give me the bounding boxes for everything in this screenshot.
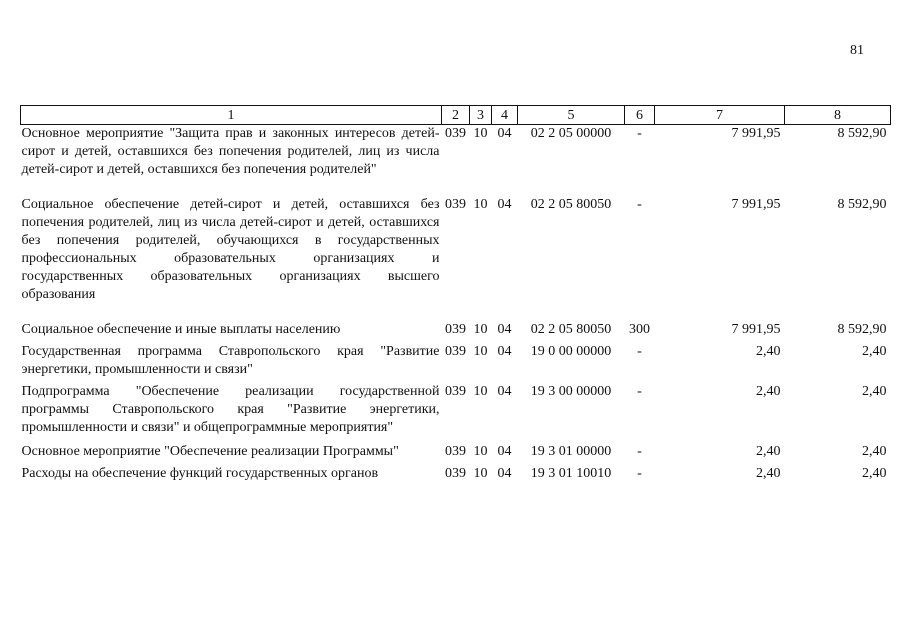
row-code-subsection: 04	[497, 384, 512, 399]
row-code-ministry: 039	[445, 197, 466, 212]
table-row	[21, 443, 891, 465]
row-amount-2: 2,40	[862, 384, 887, 399]
table-row	[21, 383, 891, 443]
header-col-4: 4	[492, 106, 518, 125]
row-amount-1: 7 991,95	[731, 322, 781, 337]
table-row	[21, 321, 891, 343]
row-amount-2: 8 592,90	[837, 322, 887, 337]
table-header-row	[21, 106, 891, 125]
row-name: Основное мероприятие "Обеспечение реализации Программы"	[21, 444, 399, 459]
row-amount-1: 2,40	[756, 384, 781, 399]
table-row	[21, 125, 891, 197]
row-code-expense-type: -	[637, 466, 642, 481]
table-row	[21, 343, 891, 383]
row-code-expense-type: -	[637, 384, 642, 399]
row-amount-2: 8 592,90	[837, 197, 887, 212]
row-amount-1: 7 991,95	[731, 126, 781, 141]
table-row	[21, 465, 891, 483]
row-code-expense-type: -	[637, 344, 642, 359]
row-name: Государственная программа Ставропольского края "Развитие энергетики, промышленности и связи"	[21, 344, 440, 377]
row-code-section: 10	[473, 466, 488, 481]
header-col-7: 7	[655, 106, 785, 125]
row-code-section: 10	[473, 384, 488, 399]
row-code-target: 02 2 05 80050	[530, 322, 612, 337]
row-code-ministry: 039	[445, 322, 466, 337]
row-code-expense-type: 300	[629, 322, 650, 337]
row-amount-2: 8 592,90	[837, 126, 887, 141]
page-number: 81	[850, 43, 864, 58]
row-code-target: 19 3 01 10010	[530, 466, 612, 481]
header-col-8: 8	[785, 106, 891, 125]
row-code-subsection: 04	[497, 197, 512, 212]
row-name: Расходы на обеспечение функций государственных органов	[21, 466, 379, 481]
row-code-section: 10	[473, 322, 488, 337]
row-code-ministry: 039	[445, 466, 466, 481]
row-code-expense-type: -	[637, 197, 642, 212]
header-col-6: 6	[625, 106, 655, 125]
row-code-target: 19 3 00 00000	[530, 384, 612, 399]
row-code-subsection: 04	[497, 344, 512, 359]
budget-table	[20, 105, 891, 483]
row-code-ministry: 039	[445, 444, 466, 459]
row-name: Социальное обеспечение детей-сирот и детей, оставшихся без попечения родителей, лиц из числа детей-сирот и детей, оставшихся без попечения родителей, обучающихся в государственных профессиональных образовательных организациях и государственных образовательных организациях высшего образования	[21, 197, 440, 302]
row-name: Подпрограмма "Обеспечение реализации государственной программы Ставропольского края "Развитие энергетики, промышленности и связи" и общепрограммные мероприятия"	[21, 384, 440, 435]
row-amount-2: 2,40	[862, 444, 887, 459]
table-row	[21, 196, 891, 321]
header-col-2: 2	[442, 106, 470, 125]
row-code-expense-type: -	[637, 126, 642, 141]
row-name: Социальное обеспечение и иные выплаты населению	[21, 322, 341, 337]
row-code-ministry: 039	[445, 384, 466, 399]
row-code-target: 19 0 00 00000	[530, 344, 612, 359]
row-code-subsection: 04	[497, 126, 512, 141]
row-code-expense-type: -	[637, 444, 642, 459]
row-code-section: 10	[473, 444, 488, 459]
row-amount-1: 2,40	[756, 466, 781, 481]
row-code-target: 02 2 05 00000	[530, 126, 612, 141]
header-col-1: 1	[21, 106, 442, 125]
row-code-ministry: 039	[445, 344, 466, 359]
row-amount-2: 2,40	[862, 344, 887, 359]
row-amount-2: 2,40	[862, 466, 887, 481]
header-col-3: 3	[470, 106, 492, 125]
row-code-target: 19 3 01 00000	[530, 444, 612, 459]
row-code-target: 02 2 05 80050	[530, 197, 612, 212]
row-amount-1: 2,40	[756, 344, 781, 359]
row-code-subsection: 04	[497, 466, 512, 481]
row-code-section: 10	[473, 197, 488, 212]
row-code-section: 10	[473, 344, 488, 359]
row-amount-1: 2,40	[756, 444, 781, 459]
row-code-ministry: 039	[445, 126, 466, 141]
row-code-subsection: 04	[497, 444, 512, 459]
row-name: Основное мероприятие "Защита прав и законных интересов детей-сирот и детей, оставшихся без попечения родителей, лиц из числа детей-сирот и детей, оставшихся без попечения родителей"	[21, 126, 440, 177]
header-col-5: 5	[518, 106, 625, 125]
row-code-section: 10	[473, 126, 488, 141]
row-code-subsection: 04	[497, 322, 512, 337]
row-amount-1: 7 991,95	[731, 197, 781, 212]
